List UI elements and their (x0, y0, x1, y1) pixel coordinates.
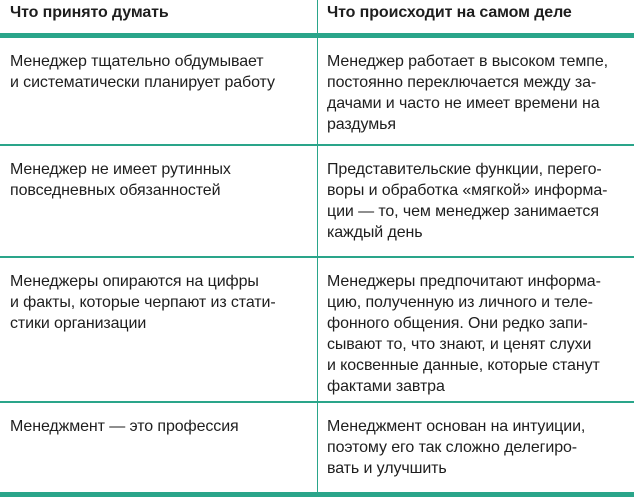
header-reality: Что происходит на самом деле (317, 0, 634, 33)
myth-cell: Менеджмент — это профессия (10, 418, 239, 435)
reality-cell: Представительские функции, перего- воры и обработка «мягкой» информа- ции — то, чем менеджер занимается каждый день (317, 146, 634, 256)
reality-cell: Менеджер работает в высоком темпе, постоянно переключается между за- дачами и часто не имеет времени на раздумья (317, 38, 634, 144)
table-row (0, 146, 634, 256)
reality-cell: Менеджмент основан на интуиции, поэтому его так сложно делегиро- вать и улучшить (317, 403, 634, 492)
table-header-row (0, 0, 634, 33)
myth-cell: Менеджеры опираются на цифры и факты, которые черпают из стати- стики организации (10, 273, 276, 332)
table-row (0, 38, 634, 144)
header-myth: Что принято думать (10, 4, 169, 21)
table-bottom-border (0, 492, 634, 497)
table-row (0, 258, 634, 401)
table-row (0, 403, 634, 492)
myth-cell: Менеджер тщательно обдумывает и систематически планирует работу (10, 53, 275, 91)
myth-cell: Менеджер не имеет рутинных повседневных обязанностей (10, 161, 231, 199)
reality-cell: Менеджеры предпочитают информа- цию, полученную из личного и теле- фонного общения. Они редко запи- сывают то, что знают, и ценят слухи и косвенные данные, которые станут фактами завтра (317, 258, 634, 401)
